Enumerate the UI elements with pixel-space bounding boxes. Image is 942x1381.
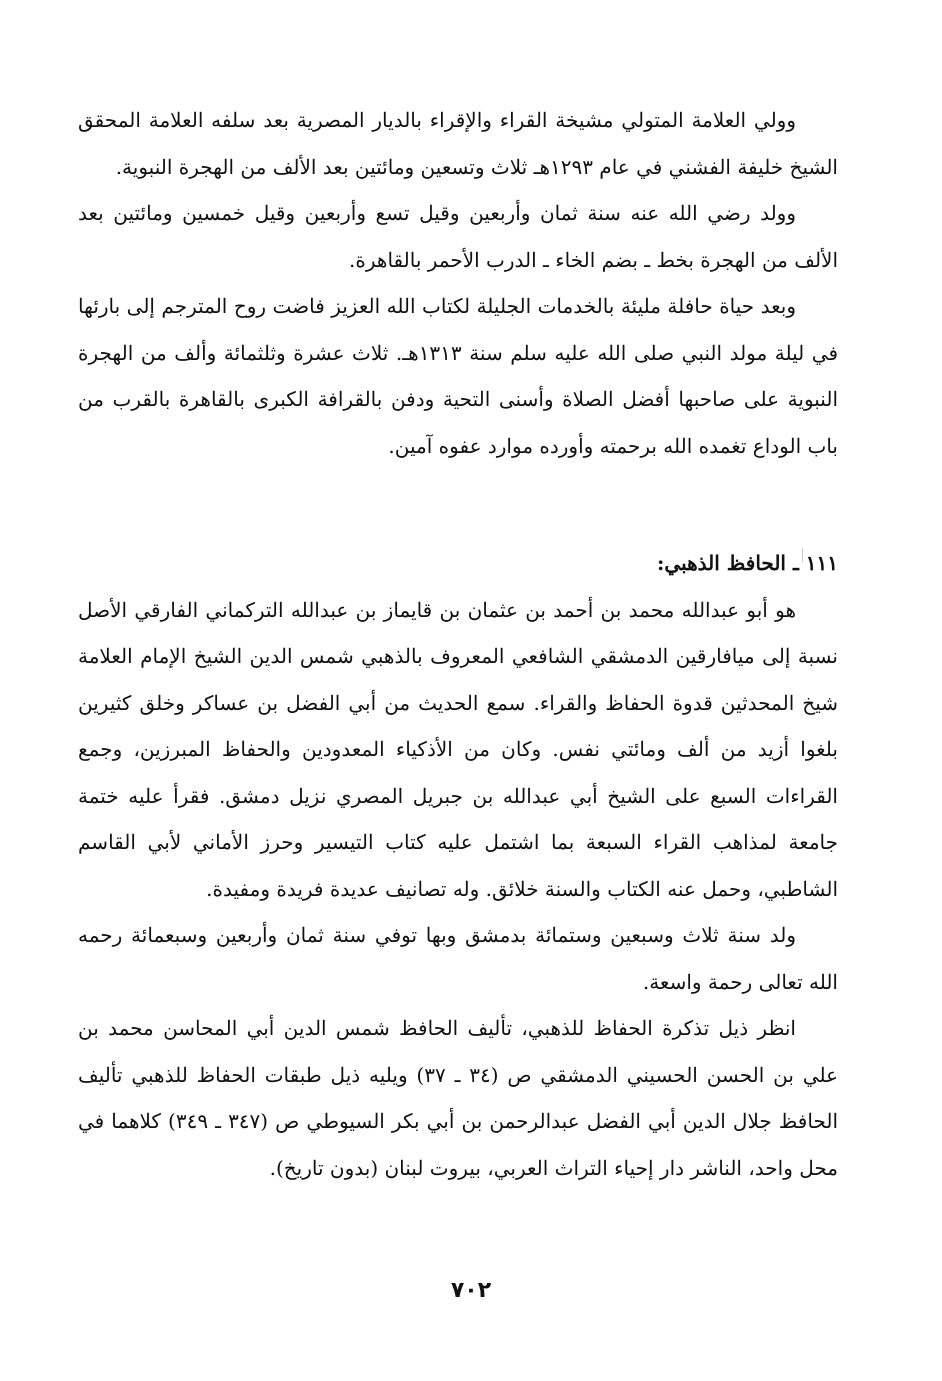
page-number: ٧٠٢ (450, 1278, 492, 1303)
section-heading: ١١١ ـ الحافظ الذهبي: (657, 551, 838, 575)
biography-continuation (78, 97, 838, 469)
paragraph-references: انظر ذيل تذكرة الحفاظ للذهبي، تأليف الحافظ شمس الدين أبي المحاسن محمد بن علي بن الحسن الحسيني الدمشقي ص (٣٤ ـ ٣٧) ويليه ذيل طبقات الحفاظ للذهبي تأليف الحافظ جلال الدين أبي الفضل عبدالرحمن بن أبي بكر السيوطي ص (٣٤٧ ـ ٣٤٩) كلاهما في محل واحد، الناشر دار إحياء التراث العربي، بيروت لبنان (بدون تاريخ). (78, 1016, 839, 1180)
paragraph-lineage: هو أبو عبدالله محمد بن أحمد بن عثمان بن قايماز بن عبدالله التركماني الفارقي الأصل نسبة إلى ميافارقين الدمشقي الشافعي المعروف بالذهبي شمس الدين الشيخ الإمام العلامة شيخ المحدثين قدوة الحفاظ والقراء. سمع الحديث من أبي الفضل بن عساكر وخلق كثيرين بلغوا أزيد من ألف ومائتي نفس. وكان من الأذكياء المعدودين والحفاظ المبرزين، وجمع القراءات السبع على الشيخ أبي عبدالله بن جبريل المصري نزيل دمشق. فقرأ عليه ختمة جامعة لمذاهب القراء السبعة بما اشتمل عليه كتاب التيسير وحرز الأماني لأبي القاسم الشاطبي، وحمل عنه الكتاب والسنة خلائق. وله تصانيف عديدة فريدة ومفيدة. (78, 597, 838, 901)
biography-dhahabi (78, 540, 838, 1191)
paragraph-succession: وولي العلامة المتولي مشيخة القراء والإقراء بالديار المصرية بعد سلفه العلامة المحقق الشيخ خليفة الفشني في عام ١٢٩٣هـ ثلاث وتسعين ومائتين بعد الألف من الهجرة النبوية. (78, 108, 838, 179)
paragraph-death: وبعد حياة حافلة مليئة بالخدمات الجليلة لكتاب الله العزيز فاضت روح المترجم إلى بارئها في ليلة مولد النبي صلى الله عليه سلم سنة ١٣١٣هـ. ثلاث عشرة وثلثمائة وألف من الهجرة النبوية على صاحبها أفضل الصلاة وأسنى التحية ودفن بالقرافة الكبرى بالقاهرة بالقرب من باب الوداع تغمده الله برحمته وأورده موارد عفوه آمين. (78, 294, 839, 458)
paragraph-birth: وولد رضي الله عنه سنة ثمان وأربعين وقيل تسع وأربعين وقيل خمسين ومائتين بعد الألف من الهجرة بخط ـ بضم الخاء ـ الدرب الأحمر بالقاهرة. (78, 201, 838, 272)
paragraph-birth-death: ولد سنة ثلاث وسبعين وستمائة بدمشق وبها توفي سنة ثمان وأربعين وسبعمائة رحمه الله تعالى رحمة واسعة. (78, 923, 838, 994)
